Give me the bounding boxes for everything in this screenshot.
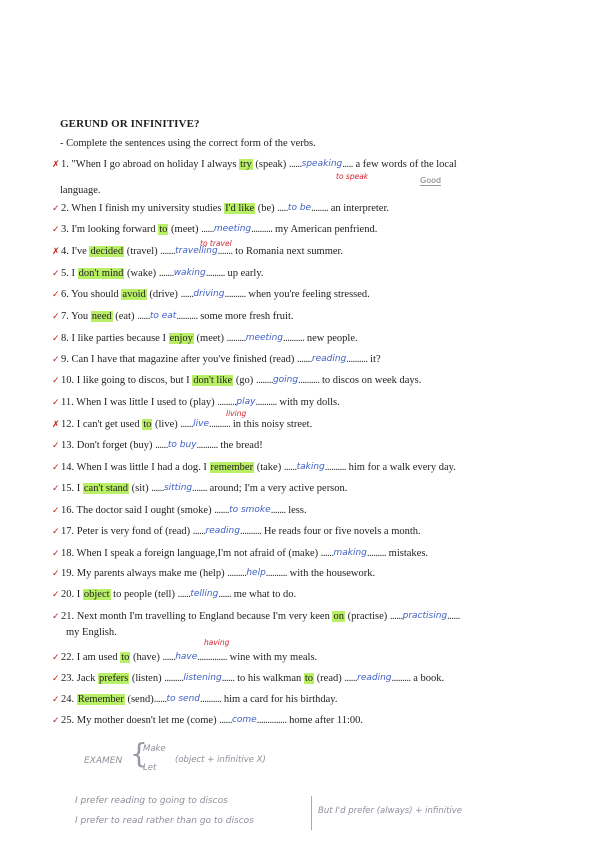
sentence-text: 22. I am used [61,652,121,663]
highlighted-verb: I'd like [225,203,255,214]
answer-blank-dots: ...... [201,224,214,235]
cross-icon: ✗ [52,420,60,430]
correction-4: to travel [200,239,232,248]
answer-blank-dots: ...... [155,440,168,451]
sentence-23 [52,671,572,687]
checkmark-icon: ✓ [52,695,60,705]
sentence-text: (eat) [112,311,138,322]
highlighted-verb: to [159,224,168,235]
answer-blank-dots: .......... [346,354,368,365]
answer-blank-dots: ...... [180,419,194,430]
answer-blank-dots: ....... [214,505,230,516]
answer-blank-dots: ....... [160,246,176,257]
handwritten-answer: reading [205,526,240,536]
sentence-text: 3. I'm looking forward [61,224,159,235]
answer-blank-dots: ......... [227,568,247,579]
sentence-text: wine with my meals. [227,652,318,663]
answer-blank-dots: ...... [288,159,302,170]
answer-blank-dots: .............. [256,715,287,726]
highlighted-verb: to [143,419,152,430]
correction-22: having [204,638,230,647]
handwritten-let: Let [143,763,157,773]
sentence-14 [52,460,572,476]
highlighted-verb: try [240,159,252,170]
answer-blank-dots: ...... [221,673,235,684]
sentence-text: 1. "When I go abroad on holiday I always [61,159,240,170]
answer-blank-dots: .......... [239,526,262,537]
sentence-text: a book. [410,673,445,684]
handwritten-example-1: I prefer reading to going to discos [75,796,228,806]
sentence-1-continuation: language. [60,185,101,196]
highlighted-verb: don't mind [78,268,124,279]
handwritten-answer: making [333,548,367,558]
answer-blank-dots: ...... [151,483,164,494]
sentence-12 [52,417,572,433]
sentence-text: my American penfriend. [272,224,378,235]
handwritten-example-2: I prefer to read rather than go to discos [75,816,254,826]
sentence-text: (send) [124,694,154,705]
highlighted-verb: Remember [77,694,124,705]
checkmark-icon: ✓ [52,376,60,386]
sentence-text: (live) [152,419,181,430]
answer-blank-dots: .......... [265,568,288,579]
handwritten-answer: waking [173,268,206,278]
handwritten-answer: come [231,715,257,725]
checkmark-icon: ✓ [52,441,60,451]
sentence-text: 19. My parents always make me (help) [61,568,228,579]
sentence-text: 7. You [61,311,91,322]
highlighted-verb: to [121,652,130,663]
sentence-text: 23. Jack [61,673,99,684]
sentence-8 [52,331,572,347]
answer-blank-dots: ......... [164,673,184,684]
checkmark-icon: ✓ [52,612,60,622]
sentence-text: in this noisy street. [230,419,313,430]
answer-blank-dots: .......... [196,440,218,451]
answer-blank-dots: ...... [447,611,460,622]
sentence-24 [52,692,572,708]
answer-blank-dots: ...... [180,289,194,300]
handwritten-make: Make [143,744,166,754]
handwritten-rule: (object + infinitive X) [175,755,266,765]
answer-blank-dots: ......... [217,397,237,408]
sentence-text: 17. Peter is very fond of (read) [61,526,193,537]
sentence-text: 13. Don't forget (buy) [61,440,156,451]
handwritten-answer: to smoke [229,505,271,515]
checkmark-icon: ✓ [52,653,60,663]
handwritten-answer: driving [193,289,225,299]
answer-blank-dots: ......... [226,333,246,344]
handwritten-answer: listening [183,673,222,683]
answer-blank-dots: .......... [224,289,246,300]
sentence-text: (meet) [193,333,227,344]
handwritten-answer: reading [357,673,392,683]
sentence-text: (meet) [168,224,202,235]
sentence-text: (have) [130,652,163,663]
answer-blank-dots: .......... [209,419,231,430]
answer-blank-dots: .......... [298,375,320,386]
handwritten-answer: meeting [213,224,252,234]
checkmark-icon: ✓ [52,506,60,516]
sentence-text: (go) [233,375,256,386]
handwritten-brace: { [130,737,148,770]
sentence-text: He reads four or five novels a month. [261,526,421,537]
sentence-text: 15. I [61,483,83,494]
checkmark-icon: ✓ [52,484,60,494]
highlighted-verb: to [304,673,314,684]
checkmark-icon: ✓ [52,204,60,214]
answer-blank-dots: ........ [311,203,329,214]
highlighted-verb: prefers [99,673,129,684]
sentence-20 [52,587,572,603]
sentence-text: with the housework. [287,568,376,579]
handwritten-exam-word: EXAMEN [84,756,123,766]
answer-blank-dots: ....... [270,505,286,516]
handwritten-answer: to eat [149,311,177,321]
sentence-text: when you're feeling stressed. [245,289,370,300]
answer-blank-dots: .......... [324,462,347,473]
answer-blank-dots: ...... [192,526,206,537]
sentence-text: less. [285,505,307,516]
highlighted-verb: avoid [122,289,146,300]
sentence-text: (listen) [129,673,165,684]
sentence-text: with my dolls. [276,397,340,408]
answer-blank-dots: ...... [344,673,358,684]
sentence-22 [52,650,572,666]
handwritten-answer: have [175,652,198,662]
correction-1: to speak [336,172,369,181]
sentence-text: 8. I like parties because I [61,333,169,344]
highlighted-verb: need [91,311,112,322]
sentence-text: (drive) [146,289,181,300]
sentence-text: (take) [254,462,284,473]
sentence-text: (practise) [344,611,390,622]
sentence-3 [52,222,572,238]
sentence-text: 21. Next month I'm travelling to England because I'm very keen [61,611,333,622]
handwritten-divider [311,796,312,830]
answer-blank-dots: ....... [192,483,208,494]
sentence-10 [52,373,572,389]
sentence-text: 25. My mother doesn't let me (come) [61,715,220,726]
sentence-text: (wake) [124,268,159,279]
answer-blank-dots: .......... [283,333,305,344]
sentence-text: (be) [255,203,278,214]
sentence-text: him a card for his birthday. [221,694,338,705]
answer-blank-dots: ......... [366,548,387,559]
sentence-21 [52,609,572,625]
handwritten-answer: taking [296,462,325,472]
instructions: - Complete the sentences using the correct form of the verbs. [60,138,316,149]
sentence-text: 10. I like going to discos, but I [61,375,193,386]
sentence-text: it? [367,354,381,365]
checkmark-icon: ✓ [52,527,60,537]
sentence-25 [52,713,572,729]
grade-note: Good [420,176,442,185]
sentence-7 [52,309,572,325]
sentence-text: 20. I [61,589,83,600]
sentence-18 [52,546,572,562]
sentence-13 [52,438,572,454]
handwritten-answer: to be [287,203,312,213]
cross-icon: ✗ [52,247,60,257]
sentence-text: (sit) [129,483,152,494]
highlighted-verb: don't like [193,375,233,386]
checkmark-icon: ✓ [52,549,60,559]
handwritten-answer: going [272,375,299,385]
sentence-17 [52,524,572,540]
answer-blank-dots: .......... [176,311,198,322]
sentence-text: mistakes. [386,548,429,559]
checkmark-icon: ✓ [52,716,60,726]
handwritten-answer: to buy [167,440,197,450]
sentence-4 [52,244,572,260]
handwritten-answer: practising [402,611,448,621]
checkmark-icon: ✓ [52,312,60,322]
checkmark-icon: ✓ [52,398,60,408]
handwritten-answer: travelling [175,246,218,256]
sentence-15 [52,481,572,497]
handwritten-answer: speaking [301,159,343,169]
sentence-16 [52,503,572,519]
sentence-11 [52,395,572,411]
cross-icon: ✗ [52,160,60,170]
checkmark-icon: ✓ [52,269,60,279]
sentence-text: 12. I can't get used [61,419,143,430]
sentence-text: an interpreter. [328,203,390,214]
sentence-text: the bread! [217,440,263,451]
handwritten-answer: meeting [245,333,283,343]
sentence-19 [52,566,572,582]
sentence-text: (speak) [252,159,289,170]
sentence-text: 16. The doctor said I ought (smoke) [61,505,215,516]
answer-blank-dots: ......... [391,673,411,684]
answer-blank-dots: ..... [277,203,288,214]
sentence-text: 2. When I finish my university studies [61,203,225,214]
highlighted-verb: remember [210,462,254,473]
sentence-text: 4. I've [61,246,90,257]
sentence-text: 14. When I was little I had a dog. I [61,462,210,473]
sentence-1 [52,157,572,173]
sentence-text: a few words of the local [352,159,457,170]
handwritten-answer: sitting [163,483,193,493]
sentence-text: 11. When I was little I used to (play) [61,397,218,408]
highlighted-verb: decided [90,246,124,257]
sentence-text: home after 11:00. [286,715,364,726]
worksheet-title: GERUND OR INFINITIVE? [60,118,200,130]
sentence-text: 24. [61,694,77,705]
answer-blank-dots: .......... [200,694,222,705]
answer-blank-dots: ...... [320,548,334,559]
handwritten-answer: live [193,419,209,429]
handwritten-answer: help [246,568,266,578]
sentence-text: to his walkman [234,673,304,684]
sentence-text: some more fresh fruit. [197,311,294,322]
answer-blank-dots: ....... [217,246,233,257]
answer-blank-dots: ...... [218,589,232,600]
correction-12: living [226,409,247,418]
sentence-21-continuation: my English. [66,627,117,638]
checkmark-icon: ✓ [52,463,60,473]
sentence-text: me what to do. [231,589,297,600]
answer-blank-dots: ...... [162,652,176,663]
highlighted-verb: can't stand [83,483,129,494]
handwritten-answer: to send [166,694,200,704]
checkmark-icon: ✓ [52,674,60,684]
highlighted-verb: enjoy [169,333,193,344]
sentence-text: him for a walk every day. [346,462,456,473]
answer-blank-dots: .............. [197,652,228,663]
handwritten-answer: reading [311,354,347,364]
answer-blank-dots: ...... [177,589,191,600]
sentence-text: around; I'm a very active person. [207,483,348,494]
checkmark-icon: ✓ [52,590,60,600]
highlighted-verb: on [333,611,344,622]
answer-blank-dots: .......... [251,224,273,235]
sentence-6 [52,287,572,303]
checkmark-icon: ✓ [52,334,60,344]
sentence-text: (read) [314,673,345,684]
handwritten-answer: play [236,397,256,407]
sentence-text: to people (tell) [110,589,178,600]
sentence-text: 6. You should [61,289,122,300]
answer-blank-dots: .......... [255,397,277,408]
answer-blank-dots: ....... [158,268,174,279]
answer-blank-dots: ...... [219,715,232,726]
checkmark-icon: ✓ [52,225,60,235]
sentence-text: 5. I [61,268,78,279]
answer-blank-dots: ..... [342,159,353,170]
checkmark-icon: ✓ [52,355,60,365]
answer-blank-dots: ........ [255,375,273,386]
answer-blank-dots: ....... [297,354,312,365]
sentence-text: new people. [304,333,358,344]
sentence-2 [52,201,572,217]
sentence-text: (travel) [124,246,161,257]
sentence-text: 9. Can I have that magazine after you've finished (read) [61,354,297,365]
answer-blank-dots: ...... [283,462,297,473]
answer-blank-dots: ...... [137,311,150,322]
highlighted-verb: object [83,589,110,600]
answer-blank-dots: ...... [153,694,167,705]
sentence-text: to discos on week days. [319,375,422,386]
answer-blank-dots: ......... [205,268,225,279]
sentence-5 [52,266,572,282]
checkmark-icon: ✓ [52,569,60,579]
sentence-text: to Romania next summer. [232,246,344,257]
sentence-text: 18. When I speak a foreign language,I'm not afraid of (make) [61,548,321,559]
sentence-9 [52,352,572,368]
answer-blank-dots: ...... [389,611,403,622]
checkmark-icon: ✓ [52,290,60,300]
sentence-text: up early. [224,268,264,279]
handwritten-example-3: But I'd prefer (always) + infinitive [318,806,463,816]
handwritten-answer: telling [190,589,219,599]
